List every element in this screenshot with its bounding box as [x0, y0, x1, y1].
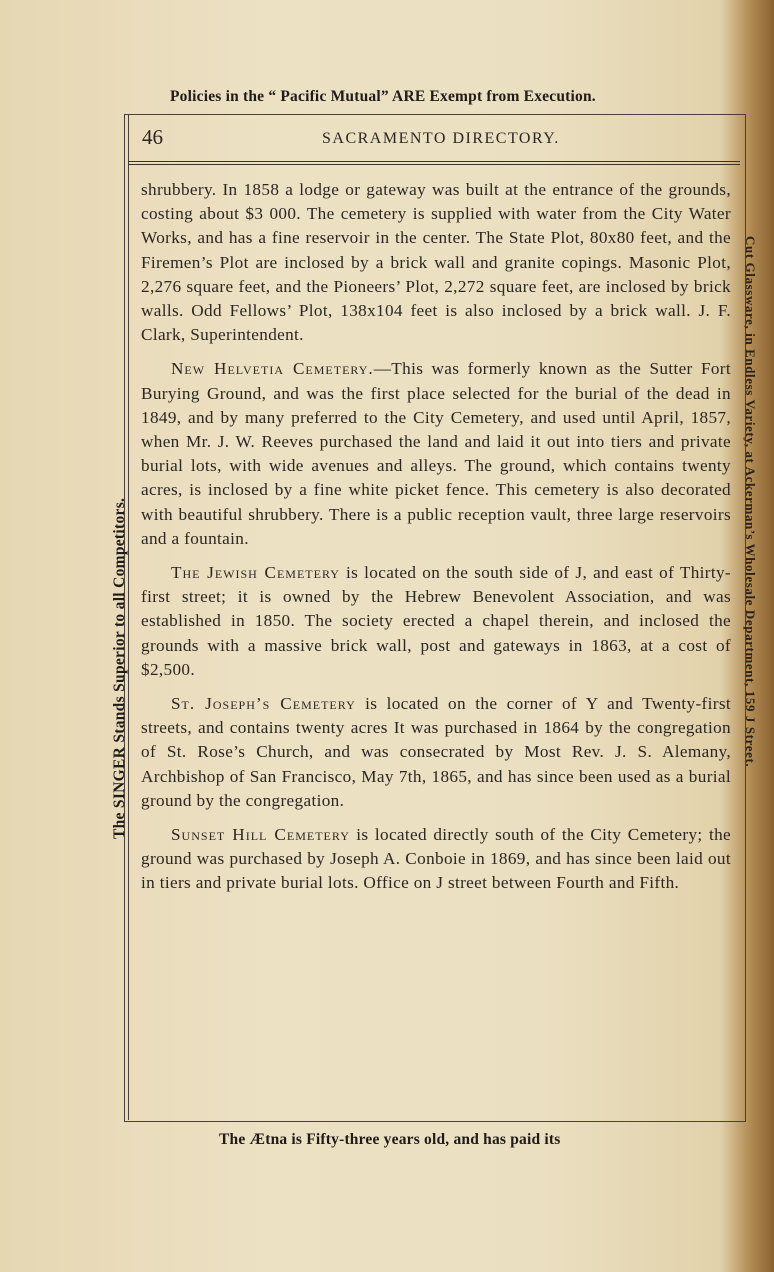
paragraph-new-helvetia: [141, 357, 731, 551]
top-advertisement: Policies in the “ Pacific Mutual” ARE Exempt from Execution.: [170, 88, 596, 105]
paragraph-text: shrubbery. In 1858 a lodge or gateway was built at the entrance of the grounds, costing about $3 000. The cemetery is supplied with water from the City Water Works, and has a fine reservoir in the center. The State Plot, 80x80 feet, and the Firemen’s Plot are inclosed by a brick wall and granite copings. Masonic Plot, 2,276 square feet, and the Pioneers’ Plot, 2,272 square feet, are inclosed by brick walls. Odd Fellows’ Plot, 138x104 feet is also inclosed by a brick wall. J. F. Clark, Superintendent.: [141, 180, 731, 345]
bottom-advertisement: The Ætna is Fifty-three years old, and has paid its: [219, 1131, 561, 1148]
paragraph-text: is located on the corner of Y and Twenty-first streets, and contains twenty acres It was purchased in 1864 by the congregation of St. Rose’s Church, and was consecrated by Most Rev. J. S. Alemany, Archbishop of San Francisco, May 7th, 1865, and has since been used as a burial ground by the congregation.: [141, 694, 731, 810]
entry-heading: St. Joseph’s Cemetery: [171, 694, 356, 714]
paragraph-st-josephs: [141, 692, 731, 813]
paragraph-jewish-cemetery: [141, 561, 731, 682]
page-number: 46: [142, 125, 163, 149]
paragraph-text: is located directly south of the City Cemetery; the ground was purchased by Joseph A. Conboie in 1869, and has since been laid out in tiers and private burial lots. Office on J street between Fourth and Fifth.: [141, 825, 731, 893]
entry-heading: New Helvetia Cemetery.: [171, 359, 374, 379]
right-margin-advertisement: Cut Glassware, in Endless Variety, at Ackerman’s Wholesale Department, 159 J Street.: [743, 236, 758, 768]
paragraph-text: —This was formerly known as the Sutter Fort Burying Ground, and was the first place selected for the burial of the dead in 1849, and by many preferred to the City Cemetery, and used until April, 1857, when Mr. J. W. Reeves purchased the land and laid it out into tiers and private burial lots, with wide avenues and alleys. The ground, which contains twenty acres, is inclosed by a fine white picket fence. This cemetery is also decorated with beautiful shrubbery. There is a public reception vault, three large reservoirs and a fountain.: [141, 359, 731, 548]
entry-heading: Sunset Hill Cemetery: [171, 825, 350, 845]
body-text: [141, 178, 731, 906]
entry-heading: The Jewish Cemetery: [171, 563, 340, 583]
paragraph-sunset-hill: [141, 823, 731, 896]
paragraph-continuation: [141, 178, 731, 347]
paragraph-text: is located on the south side of J, and east of Thirty-first street; it is owned by the Hebrew Benevolent Association, and was established in 1850. The society erected a chapel therein, and inclosed the grounds with a massive brick wall, post and gateways in 1863, at a cost of $2,500.: [141, 563, 731, 679]
header-rule-double: [128, 164, 740, 165]
header-rule: [128, 161, 740, 162]
running-head: SACRAMENTO DIRECTORY.: [322, 130, 560, 147]
left-margin-advertisement: The SINGER Stands Superior to all Competitors.: [111, 497, 128, 839]
